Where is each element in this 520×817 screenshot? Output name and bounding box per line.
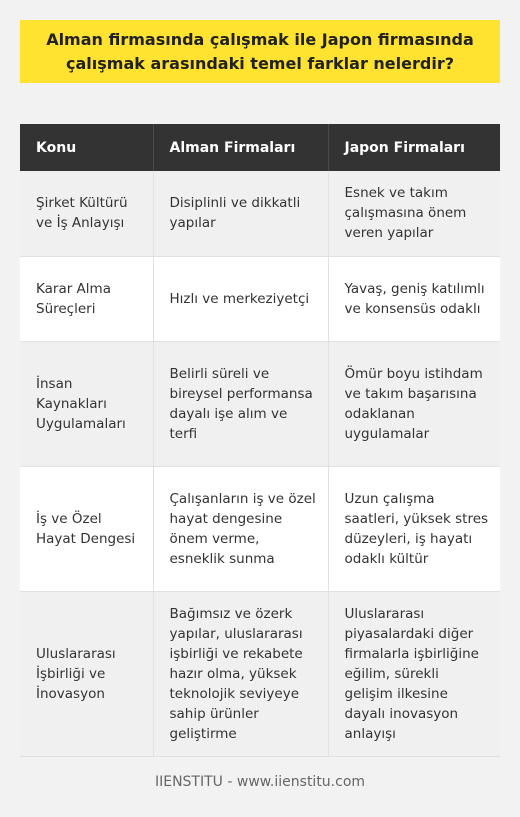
table-row [20,591,500,756]
footer-credit: IIENSTITU - www.iienstitu.com [154,774,366,790]
table-cell-topic: İnsan Kaynakları Uygulamaları [20,341,153,466]
table-body [20,171,500,756]
table-cell-japanese: Uluslararası piyasalardaki diğer firmalarla işbirliğine eğilim, sürekli gelişim ilkesine dayalı inovasyon anlayışı [328,591,500,756]
table-cell-topic: İş ve Özel Hayat Dengesi [20,466,153,591]
page-title: Alman firmasında çalışmak ile Japon firmasında çalışmak arasındaki temel farklar nelerdir? [46,29,474,73]
table-row [20,171,500,256]
table-cell-german: Hızlı ve merkeziyetçi [153,256,328,341]
table-row [20,341,500,466]
table-cell-topic: Karar Alma Süreçleri [20,256,153,341]
table-cell-german: Disiplinli ve dikkatli yapılar [153,171,328,256]
table-row [20,256,500,341]
table-cell-japanese: Ömür boyu istihdam ve takım başarısına odaklanan uygulamalar [328,341,500,466]
table-cell-german: Belirli süreli ve bireysel performansa dayalı işe alım ve terfi [153,341,328,466]
table-cell-german: Bağımsız ve özerk yapılar, uluslararası işbirliği ve rekabete hazır olma, yüksek teknolojik seviyeye sahip ürünler geliştirme [153,591,328,756]
table-cell-topic: Şirket Kültürü ve İş Anlayışı [20,171,153,256]
table-cell-japanese: Esnek ve takım çalışmasına önem veren yapılar [328,171,500,256]
header-row [20,124,500,171]
table-row [20,466,500,591]
table-cell-topic: Uluslararası İşbirliği ve İnovasyon [20,591,153,756]
column-header-topic: Konu [20,124,153,171]
table-cell-german: Çalışanların iş ve özel hayat dengesine önem verme, esneklik sunma [153,466,328,591]
table-cell-japanese: Uzun çalışma saatleri, yüksek stres düzeyleri, iş hayatı odaklı kültür [328,466,500,591]
column-header-japanese: Japon Firmaları [328,124,500,171]
title-banner [20,20,500,83]
table-header [20,124,500,171]
comparison-table [20,124,500,757]
table-cell-japanese: Yavaş, geniş katılımlı ve konsensüs odaklı [328,256,500,341]
column-header-german: Alman Firmaları [153,124,328,171]
